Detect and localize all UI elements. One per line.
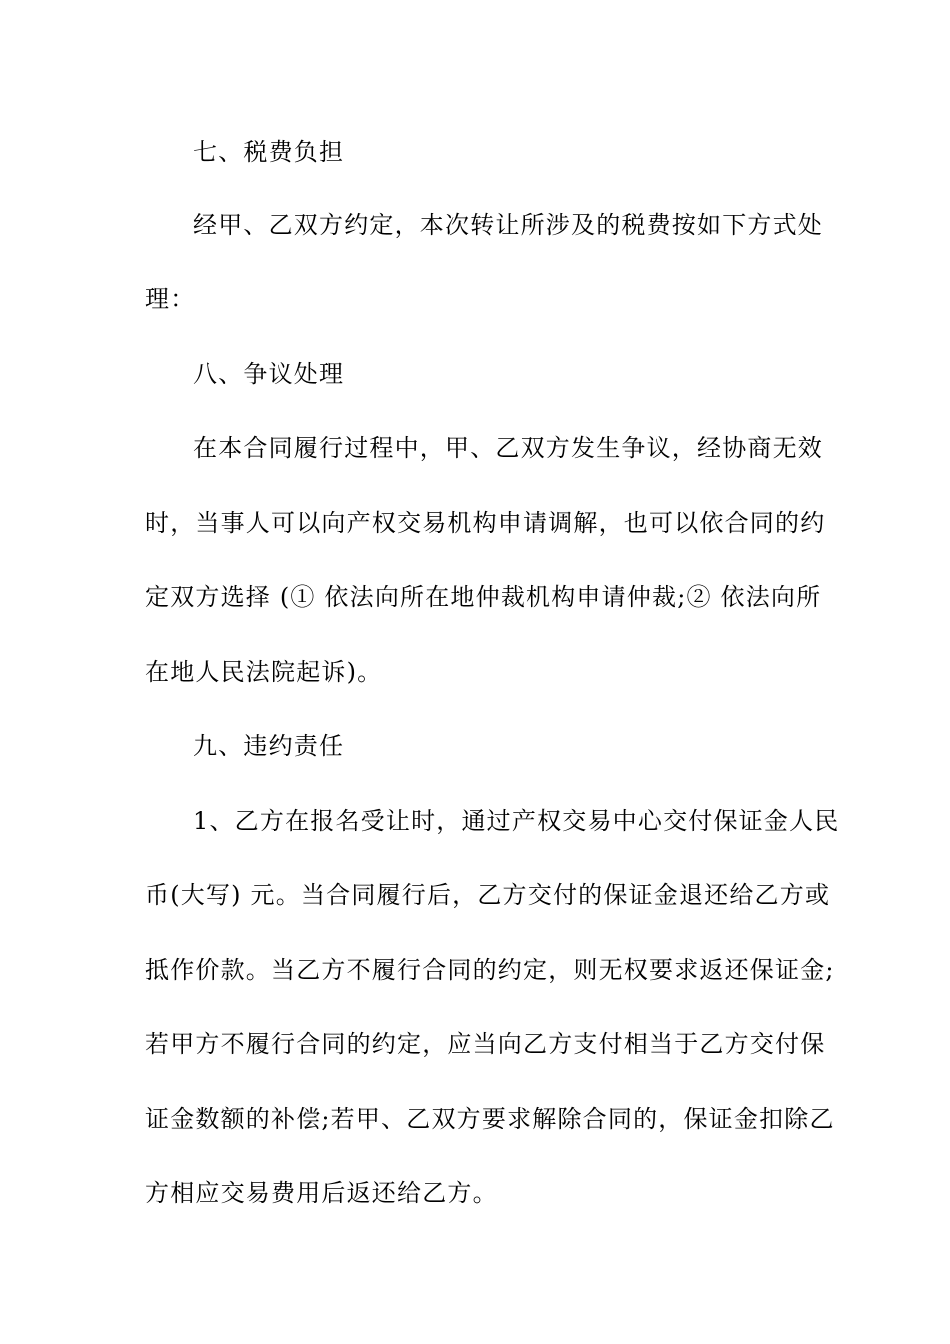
paragraph-line: 理：	[145, 285, 196, 313]
paragraph-line: 币(大写) 元。当合同履行后，乙方交付的保证金退还给乙方或	[145, 881, 831, 909]
paragraph-line: 在本合同履行过程中，甲、乙双方发生争议，经协商无效	[193, 434, 823, 462]
paragraph-line: 1、乙方在报名受让时，通过产权交易中心交付保证金人民	[193, 807, 840, 835]
paragraph-line: 若甲方不履行合同的约定，应当向乙方支付相当于乙方交付保	[145, 1030, 826, 1058]
paragraph-line: 方相应交易费用后返还给乙方。	[145, 1179, 498, 1207]
paragraph-line: 证金数额的补偿;若甲、乙双方要求解除合同的，保证金扣除乙	[145, 1105, 835, 1133]
paragraph-line: 时，当事人可以向产权交易机构申请调解，也可以依合同的约	[145, 509, 826, 537]
paragraph-line: 在地人民法院起诉)。	[145, 658, 383, 686]
section-heading-liability: 九、违约责任	[193, 732, 345, 760]
paragraph-line: 定双方选择 (① 依法向所在地仲裁机构申请仲裁;② 依法向所	[145, 583, 822, 611]
section-heading-taxes: 七、税费负担	[193, 138, 345, 166]
paragraph-line: 经甲、乙双方约定，本次转让所涉及的税费按如下方式处	[193, 211, 823, 239]
section-heading-disputes: 八、争议处理	[193, 360, 345, 388]
paragraph-line: 抵作价款。当乙方不履行合同的约定，则无权要求返还保证金;	[145, 956, 835, 984]
